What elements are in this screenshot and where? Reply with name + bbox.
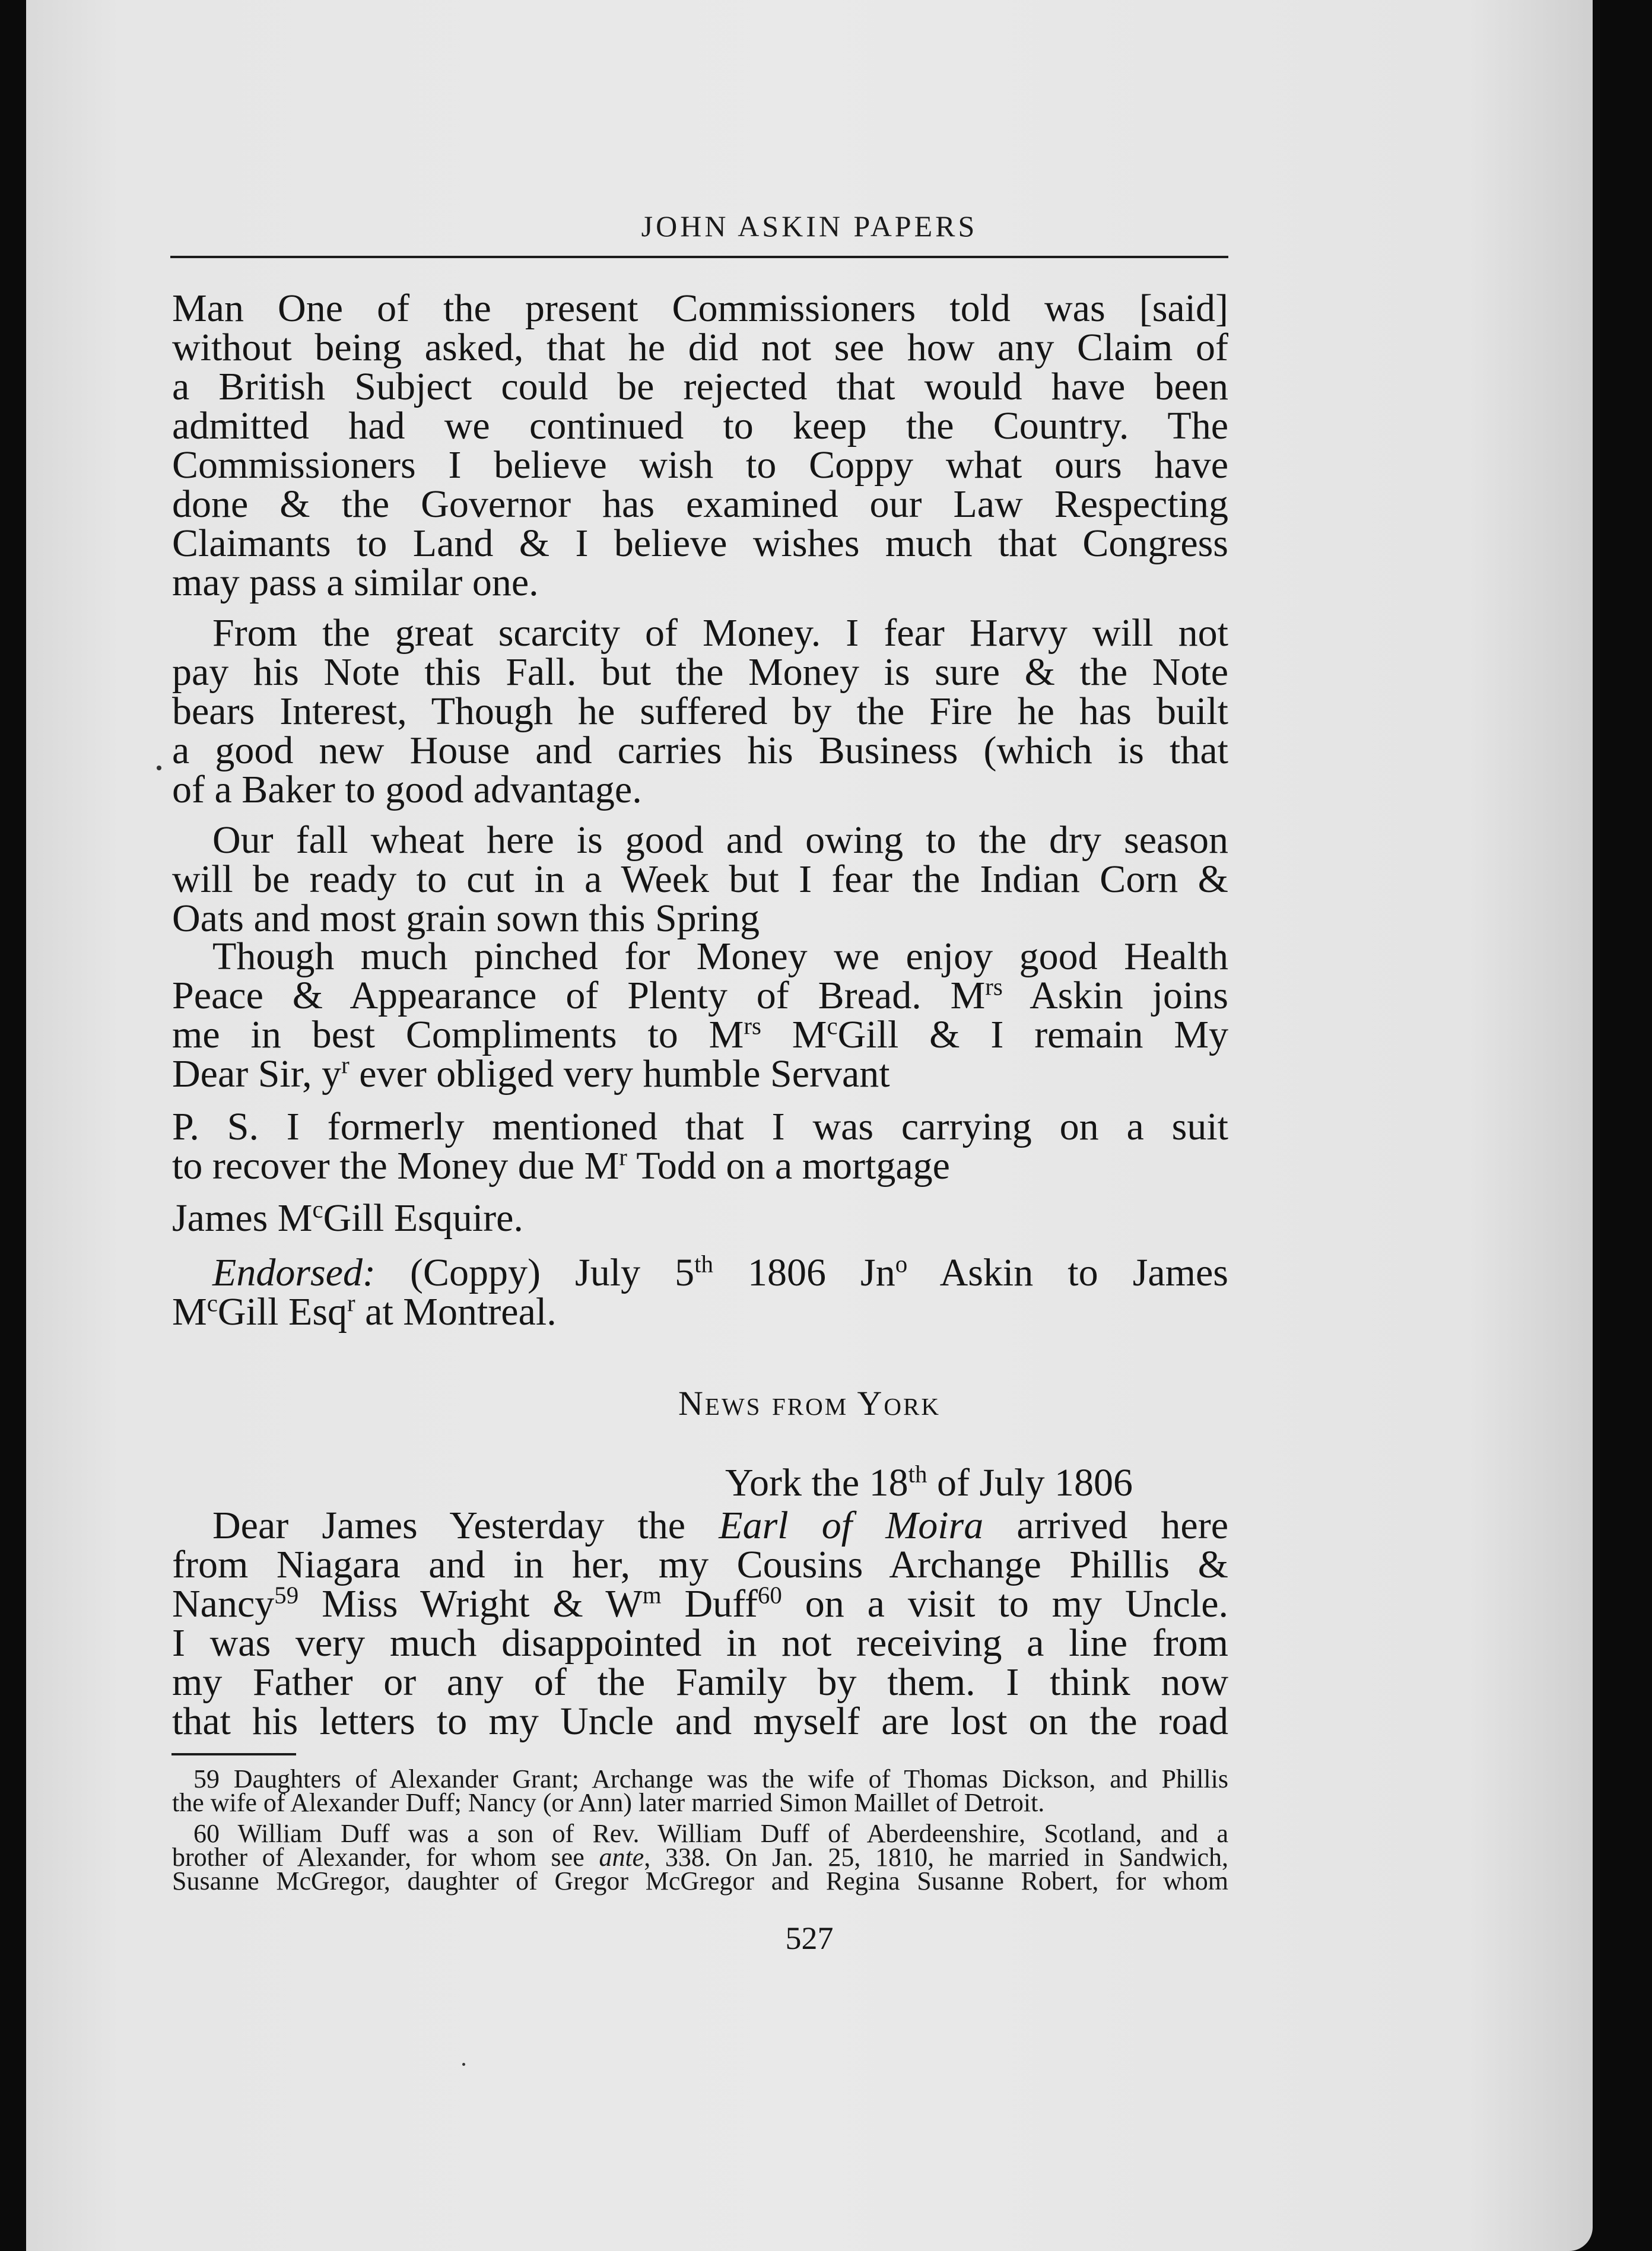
text-line: without being asked, that he did not see how any Claim of bbox=[172, 326, 1228, 369]
text-line: will be ready to cut in a Week but I fear the Indian Corn & bbox=[172, 858, 1228, 901]
book-page bbox=[26, 0, 1593, 2251]
text-line: Man One of the present Commissioners told was [said] bbox=[172, 287, 1228, 330]
footnote-rule bbox=[171, 1753, 296, 1755]
text-line: Commissioners I believe wish to Coppy what ours have bbox=[172, 443, 1228, 487]
footnote-line: brother of Alexander, for whom see ante, 338. On Jan. 25, 1810, he married in Sandwich, bbox=[172, 1843, 1228, 1872]
running-head: JOHN ASKIN PAPERS bbox=[641, 209, 978, 243]
text-line: admitted had we continued to keep the Country. The bbox=[172, 404, 1228, 447]
header-rule bbox=[170, 256, 1228, 258]
text-line: from Niagara and in her, my Cousins Archange Phillis & bbox=[172, 1543, 1228, 1586]
postscript-line: P. S. I formerly mentioned that I was carrying on a suit bbox=[172, 1105, 1228, 1148]
paper-speck bbox=[157, 766, 161, 770]
text-line: From the great scarcity of Money. I fear Harvy will not bbox=[212, 611, 1228, 655]
text-line: Dear James Yesterday the Earl of Moira arrived here bbox=[212, 1504, 1228, 1547]
text-line: that his letters to my Uncle and myself are lost on the road bbox=[172, 1700, 1228, 1743]
text-line: my Father or any of the Family by them. I think now bbox=[172, 1661, 1228, 1704]
text-line: may pass a similar one. bbox=[172, 561, 539, 604]
text-line: Dear Sir, $y^r$ ever obliged very humble Servant bbox=[172, 1052, 890, 1096]
paper-speck bbox=[462, 2063, 465, 2066]
endorsement-line: Endorsed: (Coppy) July 5th 1806 Jn$^o$ Askin to James bbox=[212, 1250, 1228, 1294]
footnote-line: 59 Daughters of Alexander Grant; Archange was the wife of Thomas Dickson, and Phillis bbox=[193, 1764, 1228, 1793]
footnote-line: Susanne McGregor, daughter of Gregor McGregor and Regina Susanne Robert, for whom bbox=[172, 1866, 1228, 1896]
addressee-line: James $M^cGill$ Esquire. bbox=[172, 1196, 523, 1240]
text-line: Peace & Appearance of Plenty of Bread. $M^{rs}$ Askin joins bbox=[172, 973, 1228, 1017]
text-line: bears Interest, Though he suffered by the Fire he has built bbox=[172, 690, 1228, 733]
footnote-line: the wife of Alexander Duff; Nancy (or Ann) later married Simon Maillet of Detroit. bbox=[172, 1788, 1045, 1817]
footnote-line: 60 William Duff was a son of Rev. William Duff of Aberdeenshire, Scotland, and a bbox=[193, 1819, 1228, 1848]
section-heading: News from York bbox=[678, 1384, 941, 1423]
text-line: done & the Governor has examined our Law Respecting bbox=[172, 482, 1228, 526]
text-line: Nancy$^{59}$ Miss Wright & $W^m$ Duff$^{60}$ on a visit to my Uncle. bbox=[172, 1582, 1228, 1625]
text-line: a British Subject could be rejected that would have been bbox=[172, 365, 1228, 408]
dateline: York the 18th of July 1806 bbox=[725, 1461, 1133, 1504]
postscript-line: to recover the Money due $M^r$ Todd on a mortgage bbox=[172, 1144, 950, 1188]
text-line: me in best Compliments to $M^{rs}$ $M^cGill$ & I remain My bbox=[172, 1012, 1228, 1056]
text-line: pay his Note this Fall. but the Money is sure & the Note bbox=[172, 650, 1228, 694]
text-line: I was very much disappointed in not receiving a line from bbox=[172, 1621, 1228, 1665]
text-line: Though much pinched for Money we enjoy good Health bbox=[212, 935, 1228, 978]
endorsement-line: $M^cGill$ Esq$^r$ at Montreal. bbox=[172, 1290, 557, 1334]
text-line: Our fall wheat here is good and owing to the dry season bbox=[212, 818, 1228, 862]
text-line: of a Baker to good advantage. bbox=[172, 768, 642, 811]
text-line: Claimants to Land & I believe wishes much that Congress bbox=[172, 522, 1228, 565]
text-line: Oats and most grain sown this Spring bbox=[172, 897, 760, 940]
page-number: 527 bbox=[785, 1920, 834, 1956]
text-line: a good new House and carries his Business (which is that bbox=[172, 729, 1228, 772]
